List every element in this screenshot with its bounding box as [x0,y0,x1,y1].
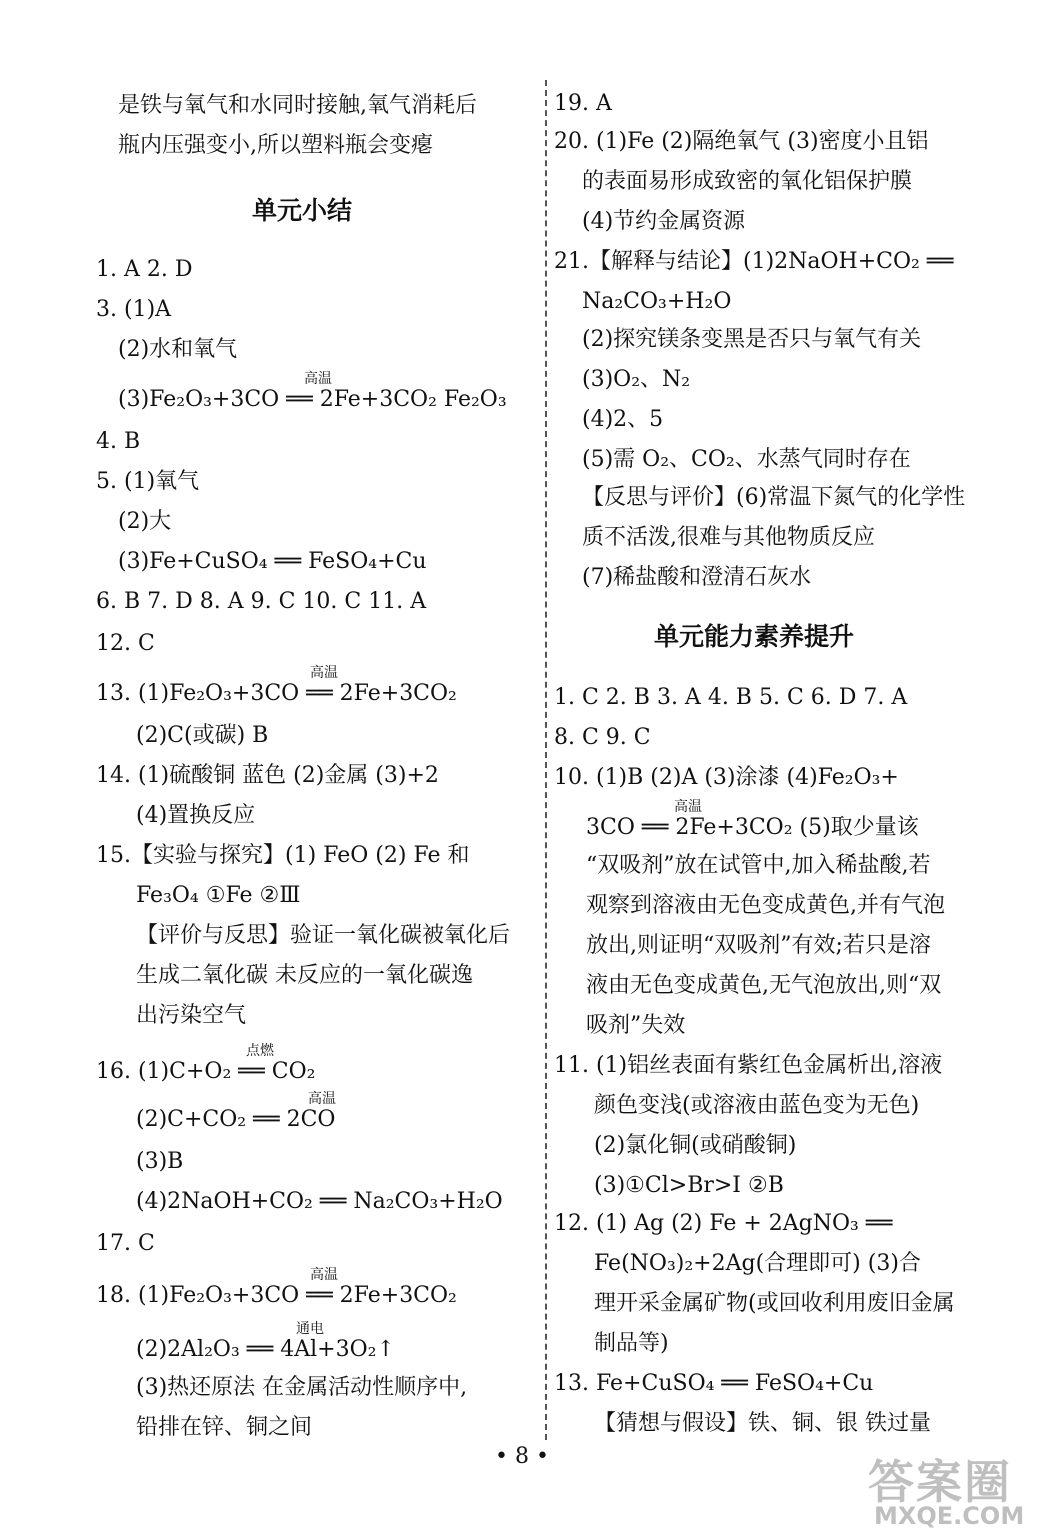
answer-line: (2)探究镁条变黑是否只与氧气有关 [582,327,922,352]
answer-line: 11. (1)铝丝表面有紫红色金属析出,溶液 [554,1053,943,1078]
reaction-condition: 高温 [304,371,332,387]
answer-line: 颜色变浅(或溶液由蓝色变为无色) [594,1093,920,1118]
answer-line: 铅排在锌、铜之间 [136,1415,313,1440]
answer-line: 【反思与评价】(6)常温下氮气的化学性 [582,485,966,510]
answer-line: 的表面易形成致密的氧化铝保护膜 [582,169,913,194]
answer-line: 是铁与氧气和水同时接触,氧气消耗后 [118,93,477,118]
answer-line: (2)2Al₂O₃ ══ 4Al+3O₂↑ [136,1337,395,1362]
answer-line: 质不活泼,很难与其他物质反应 [582,525,875,550]
answer-line: 3CO ══ 2Fe+3CO₂ (5)取少量该 [586,815,919,840]
answer-line: (2)水和氧气 [118,337,238,362]
answer-line: Fe(NO₃)₂+2Ag(合理即可) (3)合 [594,1251,921,1276]
reaction-condition: 高温 [310,1267,338,1283]
watermark-logo: 答案圈 MXQE.COM [868,1455,1025,1530]
answer-line: Na₂CO₃+H₂O [582,289,732,314]
answer-line: (4)置换反应 [136,803,256,828]
answer-line: (4)2NaOH+CO₂ ══ Na₂CO₃+H₂O [136,1189,503,1214]
answer-line: (3)①Cl>Br>I ②B [594,1173,784,1198]
answer-line: 6. B 7. D 8. A 9. C 10. C 11. A [96,589,427,614]
answer-line: 20. (1)Fe (2)隔绝氧气 (3)密度小且铝 [554,129,929,154]
answer-line: 理开采金属矿物(或回收利用废旧金属 [594,1291,955,1316]
answer-line: (4)节约金属资源 [582,209,746,234]
page-number: • 8 • [495,1444,549,1469]
reaction-condition: 高温 [308,1091,336,1107]
answer-line: 观察到溶液由无色变成黄色,并有气泡 [586,893,945,918]
answer-line: 【评价与反思】验证一氧化碳被氧化后 [136,923,511,948]
answer-line: (2)大 [118,509,172,534]
answer-line: 14. (1)硫酸铜 蓝色 (2)金属 (3)+2 [96,763,439,788]
answer-line: 16. (1)C+O₂ ══ CO₂ [96,1059,316,1084]
section-heading: 单元小结 [252,196,353,225]
answer-line: 5. (1)氧气 [96,469,200,494]
answer-line: “双吸剂”放在试管中,加入稀盐酸,若 [586,853,931,878]
answer-line: (3)Fe+CuSO₄ ══ FeSO₄+Cu [118,549,427,574]
answer-line: 【猜想与假设】铁、铜、银 铁过量 [594,1411,931,1436]
column-divider [545,80,547,1440]
answer-line: (5)需 O₂、CO₂、水蒸气同时存在 [582,447,911,472]
answer-line: 瓶内压强变小,所以塑料瓶会变瘪 [118,133,433,158]
answer-line: 17. C [96,1231,155,1256]
answer-line: (4)2、5 [582,407,664,432]
answer-line: 10. (1)B (2)A (3)涂漆 (4)Fe₂O₃+ [554,765,899,790]
answer-line: 1. C 2. B 3. A 4. B 5. C 6. D 7. A [554,685,908,710]
answer-line: Fe₃O₄ ①Fe ②Ⅲ [136,883,301,908]
answer-line: 19. A [554,91,612,116]
answer-line: 12. (1) Ag (2) Fe + 2AgNO₃ ══ [554,1211,893,1236]
answer-line: 18. (1)Fe₂O₃+3CO ══ 2Fe+3CO₂ [96,1283,457,1308]
answer-line: 4. B [96,429,141,454]
section-heading: 单元能力素养提升 [654,622,855,651]
answer-line: 13. Fe+CuSO₄ ══ FeSO₄+Cu [554,1371,874,1396]
answer-line: 吸剂”失效 [586,1013,686,1038]
answer-line: (3)热还原法 在金属活动性顺序中, [136,1375,468,1400]
answer-line: 3. (1)A [96,297,172,322]
reaction-condition: 高温 [674,799,702,815]
reaction-condition: 点燃 [246,1043,274,1059]
answer-line: 液由无色变成黄色,无气泡放出,则“双 [586,973,942,998]
answer-line: 1. A 2. D [96,257,193,282]
answer-line: 13. (1)Fe₂O₃+3CO ══ 2Fe+3CO₂ [96,681,457,706]
answer-line: (3)B [136,1149,184,1174]
answer-line: 出污染空气 [136,1003,247,1028]
answer-line: 制品等) [594,1331,669,1356]
answer-line: (2)氯化铜(或硝酸铜) [594,1133,797,1158]
answer-line: 8. C 9. C [554,725,651,750]
answer-line: (3)O₂、N₂ [582,367,691,392]
answer-line: 生成二氧化碳 未反应的一氧化碳逸 [136,963,473,988]
reaction-condition: 高温 [310,665,338,681]
answer-line: 放出,则证明“双吸剂”有效;若只是溶 [586,933,931,958]
answer-line: (2)C(或碳) B [136,723,269,748]
answer-line: 21.【解释与结论】(1)2NaOH+CO₂ ══ [554,249,954,274]
answer-line: 15.【实验与探究】(1) FeO (2) Fe 和 [96,843,470,868]
reaction-condition: 通电 [296,1321,324,1337]
answer-line: (2)C+CO₂ ══ 2CO [136,1107,336,1132]
answer-line: (7)稀盐酸和澄清石灰水 [582,565,812,590]
answer-line: (3)Fe₂O₃+3CO ══ 2Fe+3CO₂ Fe₂O₃ [118,387,507,412]
answer-line: 12. C [96,631,155,656]
